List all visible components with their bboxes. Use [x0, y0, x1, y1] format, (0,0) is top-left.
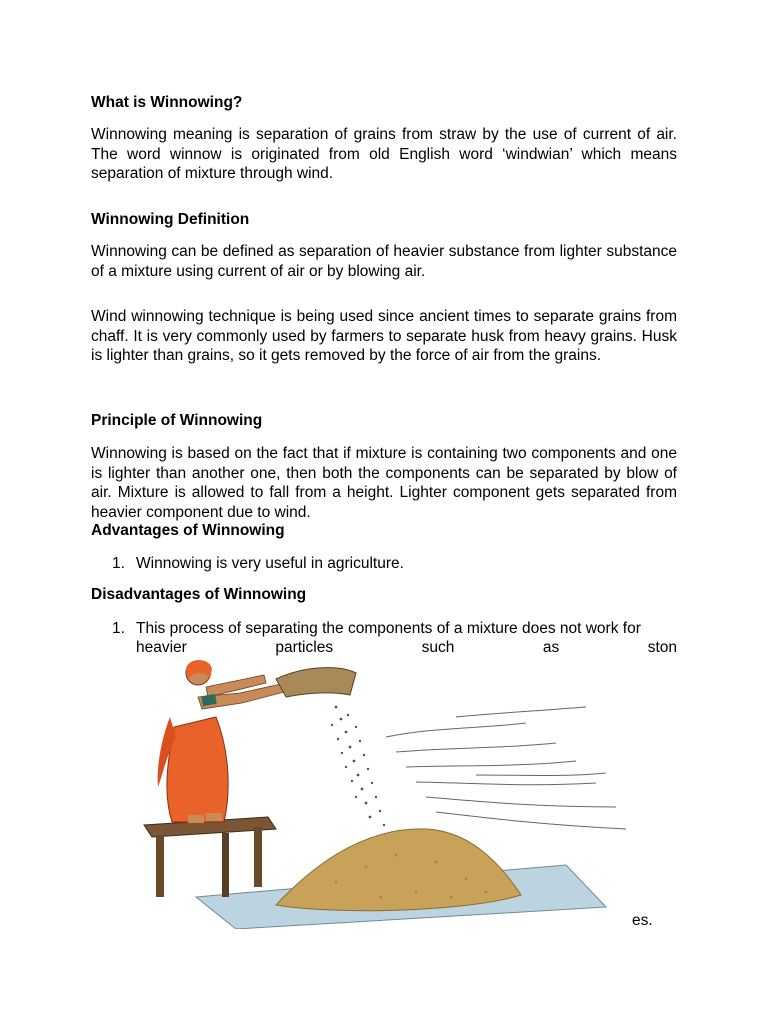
list-number: 1.	[112, 555, 125, 572]
stool-leg	[156, 835, 164, 897]
heading-disadvantages: Disadvantages of Winnowing	[91, 586, 307, 603]
paragraph-definition: Winnowing can be defined as separation of heavier substance from lighter substance of a mixture using current of air or by blowing air.	[91, 243, 677, 280]
woman-figure	[158, 660, 288, 823]
heading-principle: Principle of Winnowing	[91, 412, 263, 429]
winnowing-illustration-icon	[136, 657, 632, 929]
winnowing-basket	[276, 668, 356, 697]
grain-pile	[276, 829, 521, 911]
list-text-tail: es.	[632, 912, 653, 929]
list-number: 1.	[112, 620, 125, 637]
paragraph-principle: Winnowing is based on the fact that if mixture is containing two components and one is lighter than another one, then both the components can be separated by blow of air. Mixture is allowed to fall from a height. Lighter component gets separated from heavier component due to wind.	[91, 445, 677, 521]
heading-winnowing-definition: Winnowing Definition	[91, 211, 250, 228]
stool-leg	[222, 833, 229, 897]
heading-what-is-winnowing: What is Winnowing?	[91, 94, 243, 111]
falling-grains	[331, 706, 385, 827]
list-text: Winnowing is very useful in agriculture.	[136, 555, 404, 572]
paragraph-what-is-winnowing: Winnowing meaning is separation of grains from straw by the use of current of air. The word winnow is originated from old English word ‘windwian’ which means separation of mixture through wind.	[91, 126, 677, 182]
list-text-line-2: heavier particles such as ston	[136, 639, 677, 656]
list-text-line-1: This process of separating the components of a mixture does not work for	[136, 620, 641, 637]
heading-advantages: Advantages of Winnowing	[91, 522, 285, 539]
blown-chaff	[386, 707, 626, 829]
stool-leg	[254, 827, 262, 887]
paragraph-technique: Wind winnowing technique is being used since ancient times to separate grains from chaff. It is very commonly used by farmers to separate husk from heavy grains. Husk is lighter than grains, so it gets removed by the force of air from the grains.	[91, 308, 677, 364]
